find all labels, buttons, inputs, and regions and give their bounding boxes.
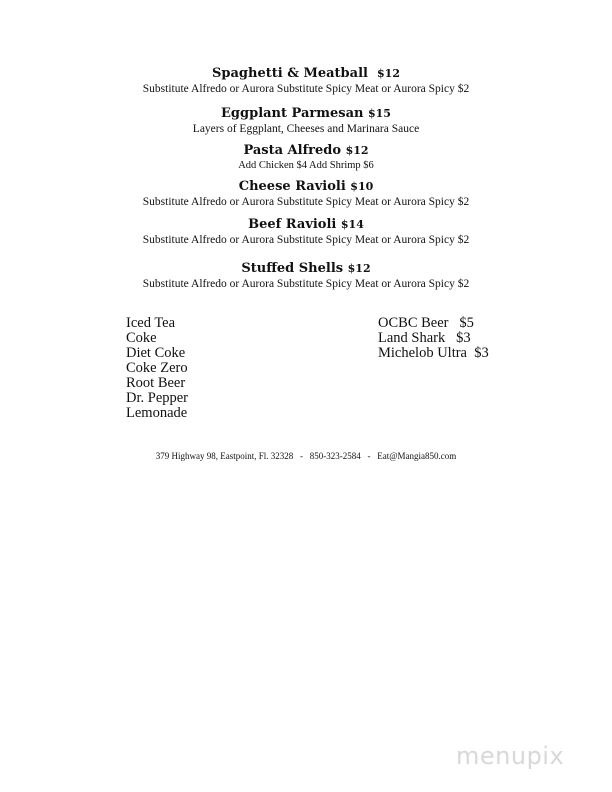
drink-item: Coke — [126, 330, 157, 346]
menu-item-spaghetti — [0, 66, 612, 96]
footer-separator: - — [299, 451, 303, 461]
drink-item: Diet Coke — [126, 345, 186, 361]
item-title — [0, 66, 612, 82]
menu-item-eggplant — [0, 106, 612, 136]
footer-contact — [0, 451, 612, 461]
item-name: Pasta Alfredo — [243, 143, 342, 158]
beer-list — [378, 316, 489, 361]
footer-phone: 850-323-2584 — [309, 451, 361, 461]
item-description: Substitute Alfredo or Aurora Substitute Spicy Meat or Aurora Spicy $2 — [142, 83, 470, 95]
beer-name: Michelob Ultra — [378, 345, 467, 361]
beer-item — [378, 346, 489, 361]
item-description: Substitute Alfredo or Aurora Substitute Spicy Meat or Aurora Spicy $2 — [142, 196, 470, 208]
item-name: Beef Ravioli — [248, 217, 337, 232]
item-price: $12 — [347, 262, 371, 275]
drink-item: Lemonade — [126, 405, 188, 421]
beer-price: $3 — [474, 345, 489, 361]
item-price: $15 — [368, 107, 391, 120]
item-price: $12 — [377, 67, 400, 80]
item-description: Layers of Eggplant, Cheeses and Marinara Sauce — [192, 123, 420, 135]
beer-name: OCBC Beer — [378, 315, 449, 331]
menu-item-stuffed-shells — [0, 261, 612, 291]
soft-drinks-list — [126, 316, 188, 421]
item-price: $12 — [345, 144, 369, 157]
menupix-watermark: menupix — [456, 742, 565, 770]
item-price: $14 — [340, 218, 364, 231]
footer-separator: - — [367, 451, 371, 461]
menu-item-pasta-alfredo — [0, 143, 612, 173]
item-title — [0, 179, 612, 195]
beer-item — [378, 331, 489, 346]
item-description: Add Chicken $4 Add Shrimp $6 — [238, 160, 374, 171]
item-name: Cheese Ravioli — [238, 179, 346, 194]
drink-item: Root Beer — [126, 375, 186, 391]
item-description: Substitute Alfredo or Aurora Substitute Spicy Meat or Aurora Spicy $2 — [142, 234, 470, 246]
item-price: $10 — [350, 180, 374, 193]
menu-item-beef-ravioli — [0, 217, 612, 247]
beer-item — [378, 316, 489, 331]
item-title — [0, 143, 612, 159]
footer-email[interactable]: Eat@Mangia850.com — [377, 451, 457, 461]
drink-item: Dr. Pepper — [126, 390, 189, 406]
item-name: Spaghetti & Meatball — [212, 66, 368, 81]
beer-name: Land Shark — [378, 330, 446, 346]
item-name: Eggplant Parmesan — [221, 106, 364, 121]
footer-address: 379 Highway 98, Eastpoint, Fl. 32328 — [155, 451, 294, 461]
item-title — [0, 261, 612, 277]
menu-item-cheese-ravioli — [0, 179, 612, 209]
beer-price: $5 — [459, 315, 474, 331]
drink-item: Iced Tea — [126, 315, 176, 331]
item-description: Substitute Alfredo or Aurora Substitute Spicy Meat or Aurora Spicy $2 — [142, 278, 470, 290]
item-title — [0, 217, 612, 233]
beer-price: $3 — [456, 330, 471, 346]
drink-item: Coke Zero — [126, 360, 188, 376]
item-title — [0, 106, 612, 122]
item-name: Stuffed Shells — [241, 261, 344, 276]
